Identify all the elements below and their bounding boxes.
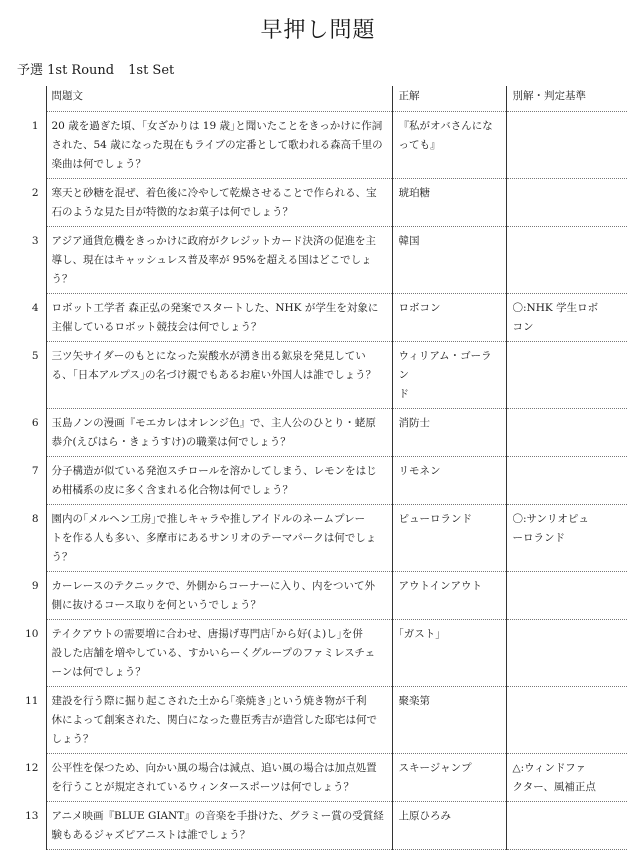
table-row	[17, 505, 627, 572]
question-number: 6	[31, 416, 39, 429]
answer-text: ウィリアム・ゴーラン ド	[398, 350, 492, 400]
question-text: 建設を行う際に掘り起こされた土から｢楽焼き｣という焼き物が千利 休によって創案された、関白になった豊臣秀吉が造営した邸宅は何で しょう？	[51, 695, 377, 745]
question-number: 3	[31, 234, 39, 247]
answer-text: 韓国	[398, 235, 420, 247]
question-text: アジア通貨危機をきっかけに政府がクレジットカード決済の促進を主 導し、現在はキャッシュレス普及率が 95%を超える国はどこでしょ う？	[51, 235, 377, 285]
answer-text: ピューロランド	[398, 513, 472, 525]
question-text: ロボット工学者 森正弘の発案でスタートした、NHK が学生を対象に 主催しているロボット競技会は何でしょう？	[51, 302, 379, 333]
answer-text: リモネン	[398, 465, 441, 477]
round-label: 予選 1st Round	[17, 63, 115, 78]
answer-text: 聚楽第	[398, 695, 430, 707]
table-header-row	[17, 86, 627, 112]
question-text: アニメ映画『BLUE GIANT』の音楽を手掛けた、グラミー賞の受賞経 験もあるジャズピアニストは誰でしょう？	[51, 810, 384, 841]
table-row	[17, 409, 627, 457]
question-number: 7	[31, 464, 39, 477]
question-text: 園内の｢メルヘン工房｣で推しキャラや推しアイドルのネームプレー トを作る人も多い、多摩市にあるサンリオのテーマパークは何でしょ う？	[51, 513, 377, 563]
question-text: 20 歳を過ぎた頃、｢女ざかりは 19 歳｣と聞いたことをきっかけに作詞 された、54 歳になった現在もライブの定番として歌われる森高千里の 楽曲は何でしょう？	[51, 120, 383, 170]
criteria-text: △:ウィンドファ クター、風補正点	[512, 762, 596, 793]
table-row	[17, 294, 627, 342]
table-row	[17, 179, 627, 227]
page-title: 早押し問題	[260, 18, 376, 43]
answer-text: 琥珀糖	[398, 187, 430, 199]
table-row	[17, 802, 627, 850]
question-number: 11	[25, 694, 39, 707]
question-number: 8	[31, 512, 39, 525]
round-subtitle	[17, 59, 188, 78]
question-text: 分子構造が似ている発泡スチロールを溶かしてしまう、レモンをはじ め柑橘系の皮に多く含まれる化合物は何でしょう？	[51, 465, 377, 496]
table-row	[17, 687, 627, 754]
criteria-text: 〇:サンリオピュ ーロランド	[512, 513, 589, 544]
header-question: 問題文	[46, 86, 392, 112]
question-number: 2	[31, 186, 39, 199]
question-text: 公平性を保つため、向かい風の場合は減点、追い風の場合は加点処置 を行うことが規定されているウィンタースポーツは何でしょう？	[51, 762, 377, 793]
header-answer: 正解	[392, 86, 506, 112]
question-text: テイクアウトの需要増に合わせ、唐揚げ専門店｢から好(よ)し｣を併 設した店舗を増やしている、すかいらーくグループのファミレスチェ ーンは何でしょう？	[51, 628, 376, 678]
answer-text: ロボコン	[398, 302, 441, 314]
question-text: 寒天と砂糖を混ぜ、着色後に冷やして乾燥させることで作られる、宝 石のような見た目が特徴的なお菓子は何でしょう？	[51, 187, 377, 218]
set-label: 1st Set	[128, 63, 175, 78]
question-text: 三ツ矢サイダーのもとになった炭酸水が湧き出る鉱泉を発見してい る、｢日本アルプス｣の名づけ親でもあるお雇い外国人は誰でしょう？	[51, 350, 377, 381]
answer-text: スキージャンプ	[398, 762, 472, 774]
answer-text: 消防士	[398, 417, 430, 429]
answer-text: 上原ひろみ	[398, 810, 451, 822]
question-table	[17, 86, 627, 850]
table-row	[17, 754, 627, 802]
question-text: カーレースのテクニックで、外側からコーナーに入り、内をついて外 側に抜けるコース取りを何というでしょう？	[51, 580, 376, 611]
table-row	[17, 620, 627, 687]
answer-text: アウトインアウト	[398, 580, 482, 592]
header-criteria: 別解・判定基準	[506, 86, 627, 112]
question-number: 12	[25, 761, 39, 774]
question-number: 4	[31, 301, 39, 314]
answer-text: ｢ガスト｣	[398, 628, 441, 640]
question-text: 玉島ノンの漫画『モエカレはオレンジ色』で、主人公のひとり・蛯原 恭介(えびはら・きょうすけ)の職業は何でしょう？	[51, 417, 376, 448]
table-row	[17, 457, 627, 505]
table-row	[17, 342, 627, 409]
question-number: 1	[31, 119, 39, 132]
table-row	[17, 572, 627, 620]
answer-text: 『私がオバさんにな っても』	[398, 120, 493, 151]
table-row	[17, 227, 627, 294]
question-number: 10	[25, 627, 39, 640]
question-number: 13	[25, 809, 39, 822]
criteria-text: 〇:NHK 学生ロボ コン	[512, 302, 599, 333]
header-number	[17, 86, 46, 112]
question-number: 5	[31, 349, 39, 362]
table-row	[17, 112, 627, 179]
question-number: 9	[31, 579, 39, 592]
